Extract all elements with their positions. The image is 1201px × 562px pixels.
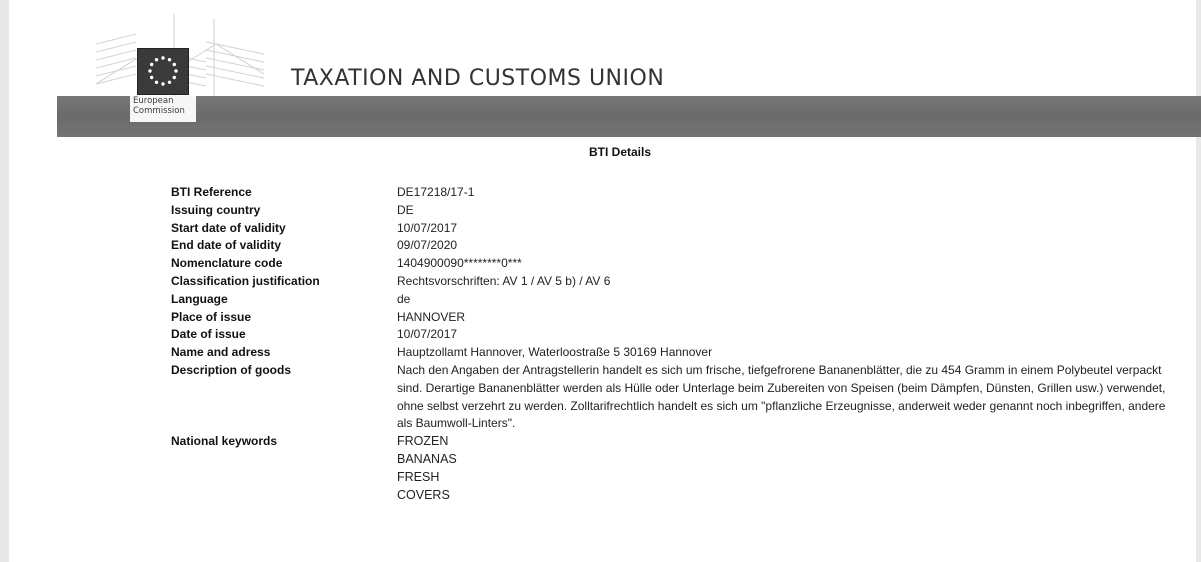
label-bti-reference: BTI Reference — [171, 185, 252, 199]
value-name-and-address: Hauptzollamt Hannover, Waterloostraße 5 30169 Hannover — [397, 345, 713, 360]
page-title: BTI Details — [588, 145, 651, 159]
logo-line1: European — [133, 96, 174, 106]
row-name-and-address — [171, 344, 1181, 362]
value-issuing-country: DE — [397, 202, 414, 217]
label-name-and-address: Name and adress — [171, 345, 271, 360]
label-language: Language — [171, 291, 228, 306]
header — [0, 0, 1201, 140]
value-end-date: 09/07/2020 — [397, 238, 458, 253]
row-description-of-goods — [171, 362, 1181, 433]
row-classification-justification — [171, 273, 1181, 291]
header-title: TAXATION AND CUSTOMS UNION — [291, 66, 665, 91]
label-classification-justification: Classification justification — [171, 273, 320, 288]
keyword-item: COVERS — [397, 487, 450, 502]
keyword-item: FRESH — [397, 469, 440, 484]
row-date-of-issue — [171, 326, 1181, 344]
value-bti-reference: DE17218/17-1 — [397, 185, 475, 199]
row-place-of-issue — [171, 309, 1181, 327]
row-nomenclature-code — [171, 255, 1181, 273]
value-description-of-goods: Nach den Angaben der Antragstellerin handelt es sich um frische, tiefgefrorene Bananenblätter, die zu 454 Gramm in einem Polybeutel verpackt sind. Derartige Bananenblätter werden als Hülle oder Unterlage beim Zubereiten von Speisen (beim Dämpfen, Dünsten, Grillen usw.) verwendet, ohne selbst verzehrt zu werden. Zolltarifrechtlich handelt es sich um "pflanzliche Erzeugnisse, anderweit weder genannt noch inbegriffen, andere als Baumwoll-Linters". — [397, 362, 1166, 431]
commission-label — [130, 96, 196, 122]
row-issuing-country — [171, 202, 1181, 220]
keyword-item: BANANAS — [397, 451, 457, 466]
label-start-date: Start date of validity — [171, 220, 286, 235]
header-band — [57, 96, 1201, 137]
label-issuing-country: Issuing country — [171, 202, 261, 217]
logo-line2: Commission — [133, 105, 185, 116]
value-national-keywords — [397, 433, 1172, 504]
label-end-date: End date of validity — [171, 238, 282, 253]
label-date-of-issue: Date of issue — [171, 327, 246, 342]
label-nomenclature-code: Nomenclature code — [171, 256, 283, 271]
label-place-of-issue: Place of issue — [171, 309, 252, 324]
value-start-date: 10/07/2017 — [397, 220, 458, 235]
label-description-of-goods: Description of goods — [171, 362, 291, 377]
row-bti-reference — [171, 184, 1181, 202]
european-commission-logo — [127, 43, 199, 121]
row-end-date — [171, 237, 1181, 255]
row-start-date — [171, 220, 1181, 238]
label-national-keywords: National keywords — [171, 434, 278, 449]
value-classification-justification: Rechtsvorschriften: AV 1 / AV 5 b) / AV 6 — [397, 273, 611, 288]
row-national-keywords — [171, 433, 1181, 504]
bti-details-table — [171, 184, 1181, 504]
value-place-of-issue: HANNOVER — [397, 309, 466, 324]
value-language: de — [397, 291, 411, 306]
keyword-item: FROZEN — [397, 434, 449, 449]
eu-flag-icon — [137, 48, 189, 95]
row-language — [171, 291, 1181, 309]
value-nomenclature-code: 1404900090********0*** — [397, 256, 522, 271]
value-date-of-issue: 10/07/2017 — [397, 327, 458, 342]
